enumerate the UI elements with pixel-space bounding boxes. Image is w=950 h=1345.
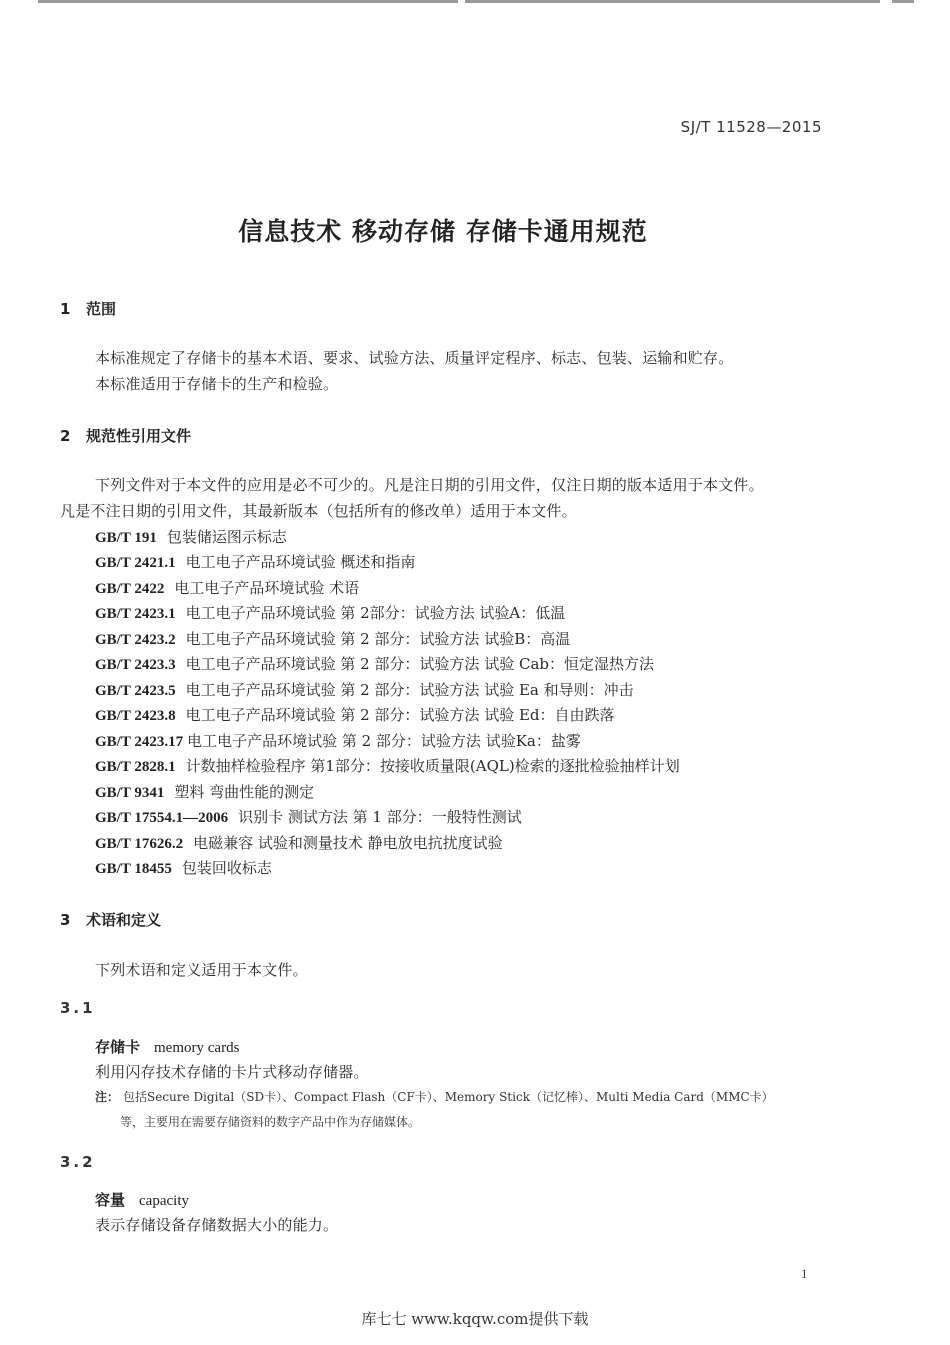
reference-code: GB/T 17554.1—2006	[95, 810, 229, 826]
reference-code: GB/T 2828.1	[95, 759, 176, 775]
reference-item	[95, 704, 615, 725]
reference-code: GB/T 2423.3	[95, 657, 176, 673]
reference-code: GB/T 18455	[95, 861, 172, 877]
reference-code: GB/T 9341	[95, 785, 165, 801]
section-2-heading	[60, 425, 191, 446]
section-1-number: 1	[60, 300, 71, 318]
note-label: 注：	[95, 1090, 120, 1104]
reference-title: 识别卡 测试方法 第 1 部分：一般特性测试	[238, 808, 522, 826]
clause-3-1-note-line-2: 等，主要用在需要存储资料的数字产品中作为存储媒体。	[120, 1115, 421, 1129]
section-3-intro: 下列术语和定义适用于本文件。	[95, 961, 308, 979]
top-rule-tick	[892, 0, 914, 3]
reference-code: GB/T 191	[95, 530, 157, 546]
reference-title: 电工电子产品环境试验 第 2 部分：试验方法 试验 Cab：恒定湿热方法	[185, 655, 654, 673]
reference-title: 包装储运图示标志	[166, 528, 287, 546]
reference-title: 电工电子产品环境试验 术语	[174, 579, 360, 597]
top-rule-left	[38, 0, 458, 3]
term-chinese: 存储卡	[95, 1038, 141, 1056]
reference-title: 电磁兼容 试验和测量技术 静电放电抗扰度试验	[193, 834, 503, 852]
reference-title: 塑料 弯曲性能的测定	[174, 783, 315, 801]
footer-source-text: 库七七 www.kqqw.com提供下载	[361, 1310, 589, 1328]
reference-item	[95, 526, 287, 547]
reference-item	[95, 806, 522, 827]
section-1-heading	[60, 298, 116, 319]
clause-3-1-definition: 利用闪存技术存储的卡片式移动存储器。	[95, 1063, 369, 1081]
reference-title: 电工电子产品环境试验 第 2 部分：试验方法 试验 Ea 和导则：冲击	[185, 681, 634, 699]
document-title: 信息技术 移动存储 存储卡通用规范	[238, 217, 648, 246]
reference-item	[95, 781, 314, 802]
reference-title: 电工电子产品环境试验 概述和指南	[185, 553, 416, 571]
section-2-intro-line-1: 下列文件对于本文件的应用是必不可少的。凡是注日期的引用文件，仅注日期的版本适用于本文件。	[95, 476, 764, 494]
reference-item	[95, 653, 654, 674]
clause-3-1-term	[95, 1036, 239, 1057]
reference-item	[95, 857, 272, 878]
reference-title: 包装回收标志	[181, 859, 272, 877]
reference-code: GB/T 2423.2	[95, 632, 176, 648]
section-3-heading	[60, 909, 161, 930]
reference-item	[95, 551, 415, 572]
section-3-number: 3	[60, 911, 71, 929]
clause-3-1-number: 3.1	[60, 999, 96, 1017]
reference-code: GB/T 17626.2	[95, 836, 184, 852]
reference-code: GB/T 2423.8	[95, 708, 176, 724]
reference-title: 电工电子产品环境试验 第 2 部分：试验方法 试验 Ed：自由跌落	[185, 706, 615, 724]
section-1-paragraph-2: 本标准适用于存储卡的生产和检验。	[95, 375, 339, 393]
section-2-intro-line-2: 凡是不注日期的引用文件，其最新版本（包括所有的修改单）适用于本文件。	[60, 502, 577, 520]
term-english: capacity	[139, 1193, 189, 1209]
section-3-title: 术语和定义	[86, 911, 162, 929]
reference-title: 电工电子产品环境试验 第 2部分：试验方法 试验A：低温	[185, 604, 566, 622]
clause-3-2-number: 3.2	[60, 1153, 96, 1171]
clause-3-2-definition: 表示存储设备存储数据大小的能力。	[95, 1216, 339, 1234]
reference-code: GB/T 2422	[95, 581, 165, 597]
term-chinese: 容量	[95, 1191, 126, 1209]
reference-code: GB/T 2421.1	[95, 555, 176, 571]
section-2-title: 规范性引用文件	[86, 427, 192, 445]
reference-item	[95, 755, 680, 776]
reference-item	[95, 602, 565, 623]
term-english: memory cards	[154, 1040, 240, 1056]
reference-item	[95, 730, 581, 751]
top-rule-right	[465, 0, 880, 3]
section-2-number: 2	[60, 427, 71, 445]
page-number: 1	[801, 1266, 808, 1281]
reference-code: GB/T 2423.5	[95, 683, 176, 699]
reference-code: GB/T 2423.17	[95, 734, 184, 750]
reference-item	[95, 679, 634, 700]
section-1-title: 范围	[86, 300, 117, 318]
document-code: SJ/T 11528—2015	[680, 118, 822, 136]
clause-3-1-note-line-1	[95, 1088, 774, 1105]
note-text: 包括Secure Digital（SD卡）、Compact Flash（CF卡）、Memory Stick（记忆棒）、Multi Media Card（MMC卡）	[123, 1090, 774, 1104]
reference-title: 电工电子产品环境试验 第 2 部分：试验方法 试验Ka：盐雾	[187, 732, 581, 750]
reference-item	[95, 577, 359, 598]
reference-title: 电工电子产品环境试验 第 2 部分：试验方法 试验B：高温	[185, 630, 571, 648]
reference-title: 计数抽样检验程序 第1部分：按接收质量限(AQL)检索的逐批检验抽样计划	[185, 757, 680, 775]
clause-3-2-term	[95, 1189, 189, 1210]
reference-item	[95, 832, 503, 853]
reference-item	[95, 628, 570, 649]
section-1-paragraph-1: 本标准规定了存储卡的基本术语、要求、试验方法、质量评定程序、标志、包装、运输和贮存。	[95, 349, 734, 367]
reference-code: GB/T 2423.1	[95, 606, 176, 622]
